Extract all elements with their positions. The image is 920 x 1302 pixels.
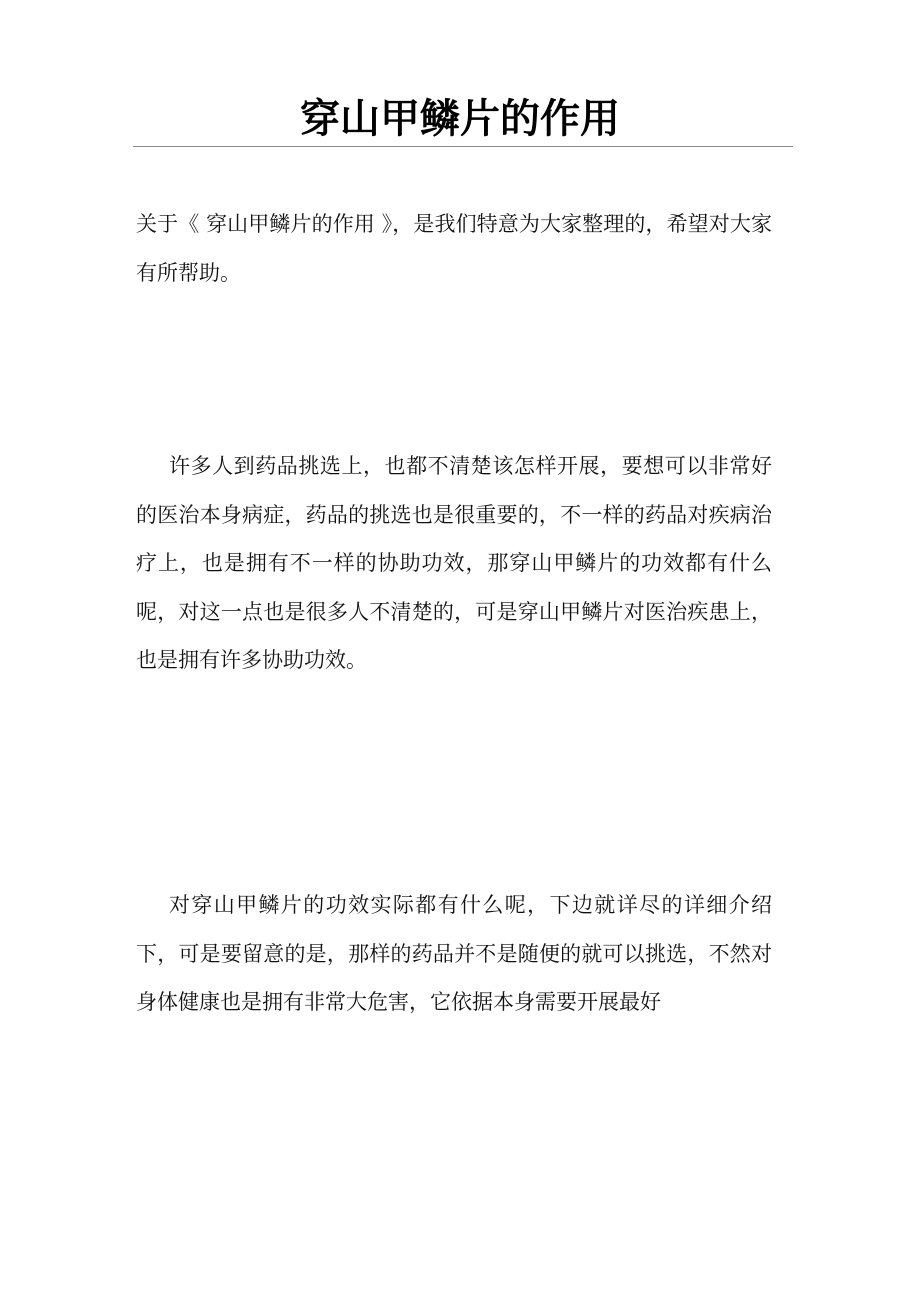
body-paragraph-1: 许多人到药品挑选上，也都不清楚该怎样开展，要想可以非常好的医治本身病症，药品的挑选也是很重要的，不一样的药品对疾病治疗上，也是拥有不一样的协助功效，那穿山甲鳞片的功效都有什么呢，对这一点也是很多人不清楚的，可是穿山甲鳞片对医治疾患上，也是拥有许多协助功效。 xyxy=(136,454,772,672)
page-title: 穿山甲鳞片的作用 xyxy=(300,95,620,142)
intro-paragraph: 关于《 穿山甲鳞片的作用 》，是我们特意为大家整理的，希望对大家有所帮助。 xyxy=(136,212,772,285)
title-divider xyxy=(133,146,793,147)
body-paragraph-2: 对穿山甲鳞片的功效实际都有什么呢，下边就详尽的详细介绍下，可是要留意的是，那样的药品并不是随便的就可以挑选，不然对身体健康也是拥有非常大危害，它依据本身需要开展最好 xyxy=(136,893,772,1014)
